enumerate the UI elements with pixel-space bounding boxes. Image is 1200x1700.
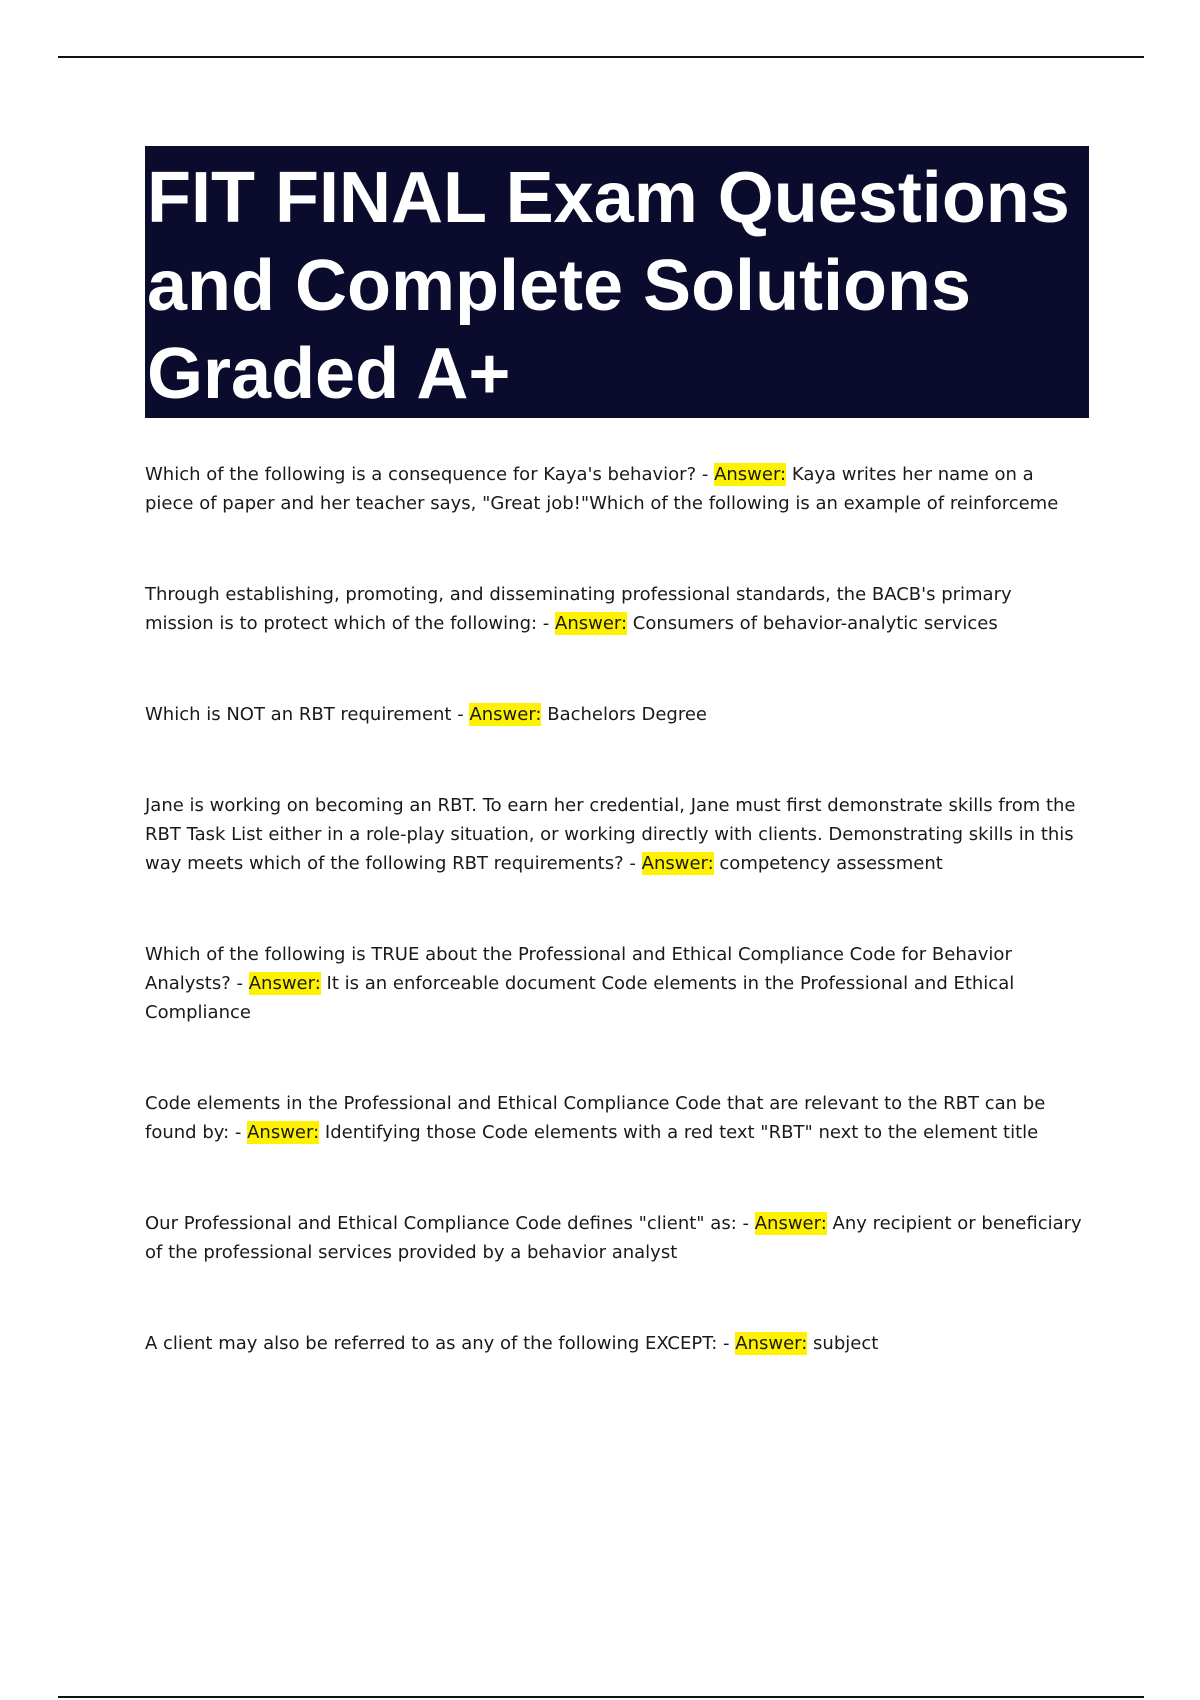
question-text: Which of the following is TRUE about the Professional and Ethical Compliance Code for Behavior Analysts? (145, 944, 1012, 994)
answer-text: Any recipient or beneficiary of the professional services provided by a behavior analyst (145, 1213, 1082, 1263)
question-text: Our Professional and Ethical Compliance Code defines "client" as: (145, 1213, 737, 1234)
qa-item (145, 580, 1085, 638)
separator: - (451, 704, 470, 725)
document-title: FIT FINAL Exam Questions and Complete Solutions Graded A+ (147, 158, 1070, 414)
question-text: Which is NOT an RBT requirement (145, 704, 452, 725)
answer-text: Identifying those Code elements with a red text "RBT" next to the element title (324, 1122, 1039, 1143)
qa-item (145, 1329, 1085, 1358)
answer-label: Answer: (469, 704, 542, 725)
qa-item (145, 1089, 1085, 1147)
separator: - (229, 1122, 248, 1143)
answer-label: Answer: (248, 973, 321, 994)
separator: - (623, 853, 642, 874)
answer-text: competency assessment (719, 853, 943, 874)
answer-text: Consumers of behavior-analytic services (632, 613, 998, 634)
qa-item (145, 791, 1085, 878)
question-text: Jane is working on becoming an RBT. To earn her credential, Jane must first demonstrate skills from the RBT Task List either in a role-play situation, or working directly with clients. Demonstrating skills in this way meets which of the following RBT requirements? (145, 795, 1076, 874)
qa-item (145, 700, 1085, 729)
qa-item (145, 1209, 1085, 1267)
top-rule (58, 56, 1144, 58)
separator: - (537, 613, 556, 634)
title-banner (145, 146, 1089, 418)
answer-text: subject (813, 1333, 879, 1354)
answer-label: Answer: (754, 1213, 827, 1234)
answer-label: Answer: (735, 1333, 808, 1354)
answer-label: Answer: (714, 464, 787, 485)
answer-text: It is an enforceable document Code elements in the Professional and Ethical Compliance (145, 973, 1015, 1023)
separator: - (717, 1333, 736, 1354)
answer-text: Bachelors Degree (547, 704, 708, 725)
answer-label: Answer: (247, 1122, 320, 1143)
separator: - (696, 464, 715, 485)
qa-item (145, 940, 1085, 1027)
question-text: Which of the following is a consequence for Kaya's behavior? (145, 464, 697, 485)
question-text: Code elements in the Professional and Ethical Compliance Code that are relevant to the RBT can be found by: (145, 1093, 1046, 1143)
separator: - (736, 1213, 755, 1234)
qa-item (145, 460, 1085, 518)
question-text: A client may also be referred to as any of the following EXCEPT: (145, 1333, 718, 1354)
answer-label: Answer: (641, 853, 714, 874)
answer-label: Answer: (555, 613, 628, 634)
qa-list (145, 460, 1085, 1420)
question-text: Through establishing, promoting, and disseminating professional standards, the BACB's primary mission is to protect which of the following: (145, 584, 1012, 634)
separator: - (230, 973, 249, 994)
bottom-rule (58, 1696, 1144, 1698)
answer-text: Kaya writes her name on a piece of paper and her teacher says, "Great job!"Which of the following is an example of reinforceme (145, 464, 1059, 514)
